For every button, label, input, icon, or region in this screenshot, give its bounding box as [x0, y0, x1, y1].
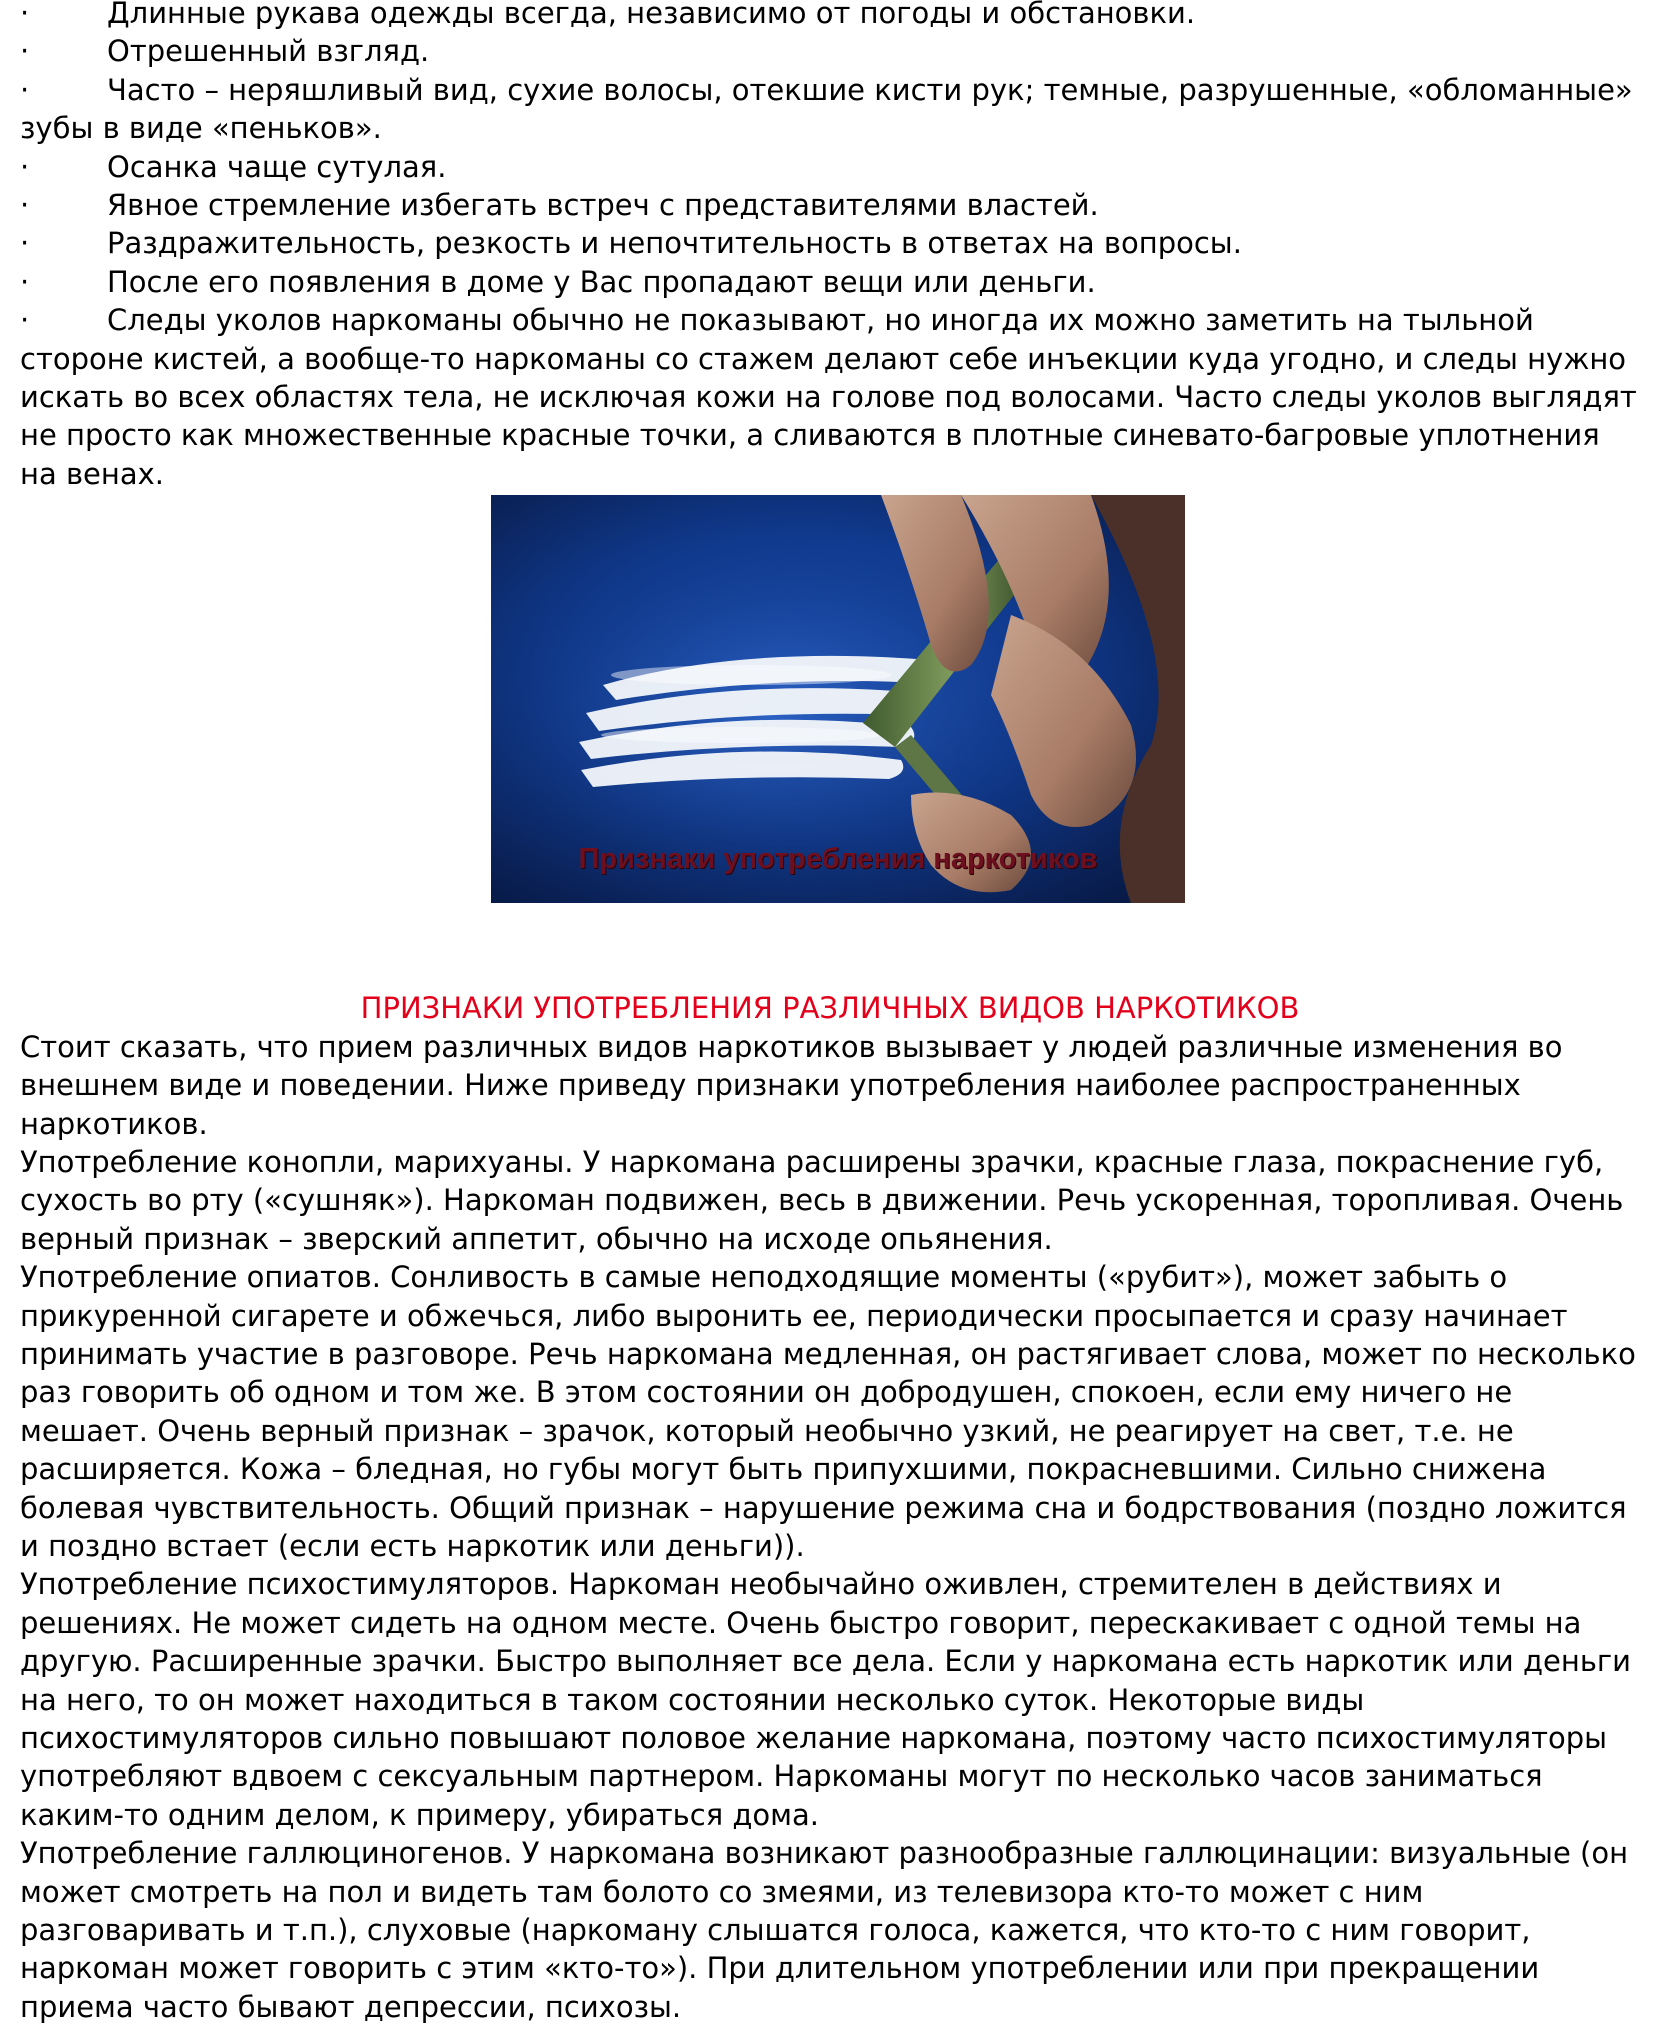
bullet-item-missing-things: [20, 263, 1640, 301]
bullet-text: Отрешенный взгляд.: [107, 34, 430, 69]
bullet-marker: ·: [20, 34, 30, 69]
bullet-text: После его появления в доме у Вас пропадают вещи или деньги.: [107, 264, 1096, 299]
cannabis-paragraph: Употребление конопли, марихуаны. У наркомана расширены зрачки, красные глаза, покраснение губ, сухость во рту («сушняк»). Наркоман подвижен, весь в движении. Речь ускоренная, торопливая. Очень верный признак – зверский аппетит, обычно на исходе опьянения.: [20, 1144, 1624, 1256]
bullet-item-gaze: [20, 32, 1640, 70]
bullet-text: Явное стремление избегать встреч с представителями властей.: [107, 188, 1099, 223]
document-page: [20, 0, 1640, 2026]
bullet-text: Осанка чаще сутулая.: [107, 149, 447, 184]
bullet-marker: ·: [20, 226, 30, 261]
opiates-paragraph: Употребление опиатов. Сонливость в самые неподходящие моменты («рубит»), может забыть о прикуренной сигарете и обжечься, либо выронить ее, периодически просыпается и сразу начинает принимать участие в разговоре. Речь наркомана медленная, он растягивает слова, может по несколько раз говорить об одном и том же. В этом состоянии он добродушен, спокоен, если ему ничего не мешает. Очень верный признак – зрачок, который необычно узкий, не реагирует на свет, т.е. не расширяется. Кожа – бледная, но губы могут быть припухшими, покрасневшими. Сильно снижена болевая чувствительность. Общий признак – нарушение режима сна и бодрствования (поздно ложится и поздно встает (если есть наркотик или деньги)).: [20, 1260, 1636, 1563]
bullet-item-irritability: [20, 224, 1640, 262]
section-heading: ПРИЗНАКИ УПОТРЕБЛЕНИЯ РАЗЛИЧНЫХ ВИДОВ НАРКОТИКОВ: [360, 991, 1300, 1026]
image-caption: Признаки употребления наркотиков: [578, 843, 1098, 876]
bullet-marker: ·: [20, 303, 30, 338]
bullet-text: Следы уколов наркоманы обычно не показывают, но иногда их можно заметить на тыльной стороне кистей, а вообще-то наркоманы со стажем делают себе инъекции куда угодно, и следы нужно искать во всех областях тела, не исключая кожи на голове под волосами. Часто следы уколов выглядят не просто как множественные красные точки, а сливаются в плотные синевато-багровые уплотнения на венах.: [20, 303, 1637, 491]
bullet-item-appearance: [20, 71, 1640, 148]
bullet-marker: ·: [20, 149, 30, 184]
intro-paragraph: Стоит сказать, что прием различных видов наркотиков вызывает у людей различные изменения во внешнем виде и поведении. Ниже приведу признаки употребления наиболее распространенных наркотиков.: [20, 1029, 1563, 1141]
bullet-marker: ·: [20, 264, 30, 299]
bullet-item-sleeves: [20, 0, 1640, 32]
bullet-text: Часто – неряшливый вид, сухие волосы, отекшие кисти рук; темные, разрушенные, «обломанные» зубы в виде «пеньков».: [20, 72, 1633, 146]
bullet-text: Раздражительность, резкость и непочтительность в ответах на вопросы.: [107, 226, 1242, 261]
hallucinogens-paragraph: Употребление галлюциногенов. У наркомана возникают разнообразные галлюцинации: визуальные (он может смотреть на пол и видеть там болото со змеями, из телевизора кто-то может с ним разговаривать и т.п.), слуховые (наркоману слышатся голоса, кажется, что кто-то с ним говорит, наркоман может говорить с этим «кто-то»). При длительном употреблении или при прекращении приема часто бывают депрессии, психозы.: [20, 1836, 1629, 2024]
bullet-text: Длинные рукава одежды всегда, независимо от погоды и обстановки.: [107, 0, 1196, 30]
bullet-item-injection-marks: [20, 301, 1640, 493]
bullet-item-posture: [20, 148, 1640, 186]
bullet-marker: ·: [20, 0, 30, 30]
stimulants-paragraph: Употребление психостимуляторов. Наркоман необычайно оживлен, стремителен в действиях и решениях. Не может сидеть на одном месте. Очень быстро говорит, перескакивает с одной темы на другую. Расширенные зрачки. Быстро выполняет все дела. Если у наркомана есть наркотик или деньги на него, то он может находиться в таком состоянии несколько суток. Некоторые виды психостимуляторов сильно повышают половое желание наркомана, поэтому часто психостимуляторы употребляют вдвоем с сексуальным партнером. Наркоманы могут по несколько часов заниматься каким-то одним делом, к примеру, убираться дома.: [20, 1567, 1632, 1832]
section-spacer: [20, 903, 1640, 989]
bullet-marker: ·: [20, 188, 30, 223]
bullet-marker: ·: [20, 72, 30, 107]
drug-illustration-image: [491, 495, 1185, 903]
bullet-item-authorities: [20, 186, 1640, 224]
